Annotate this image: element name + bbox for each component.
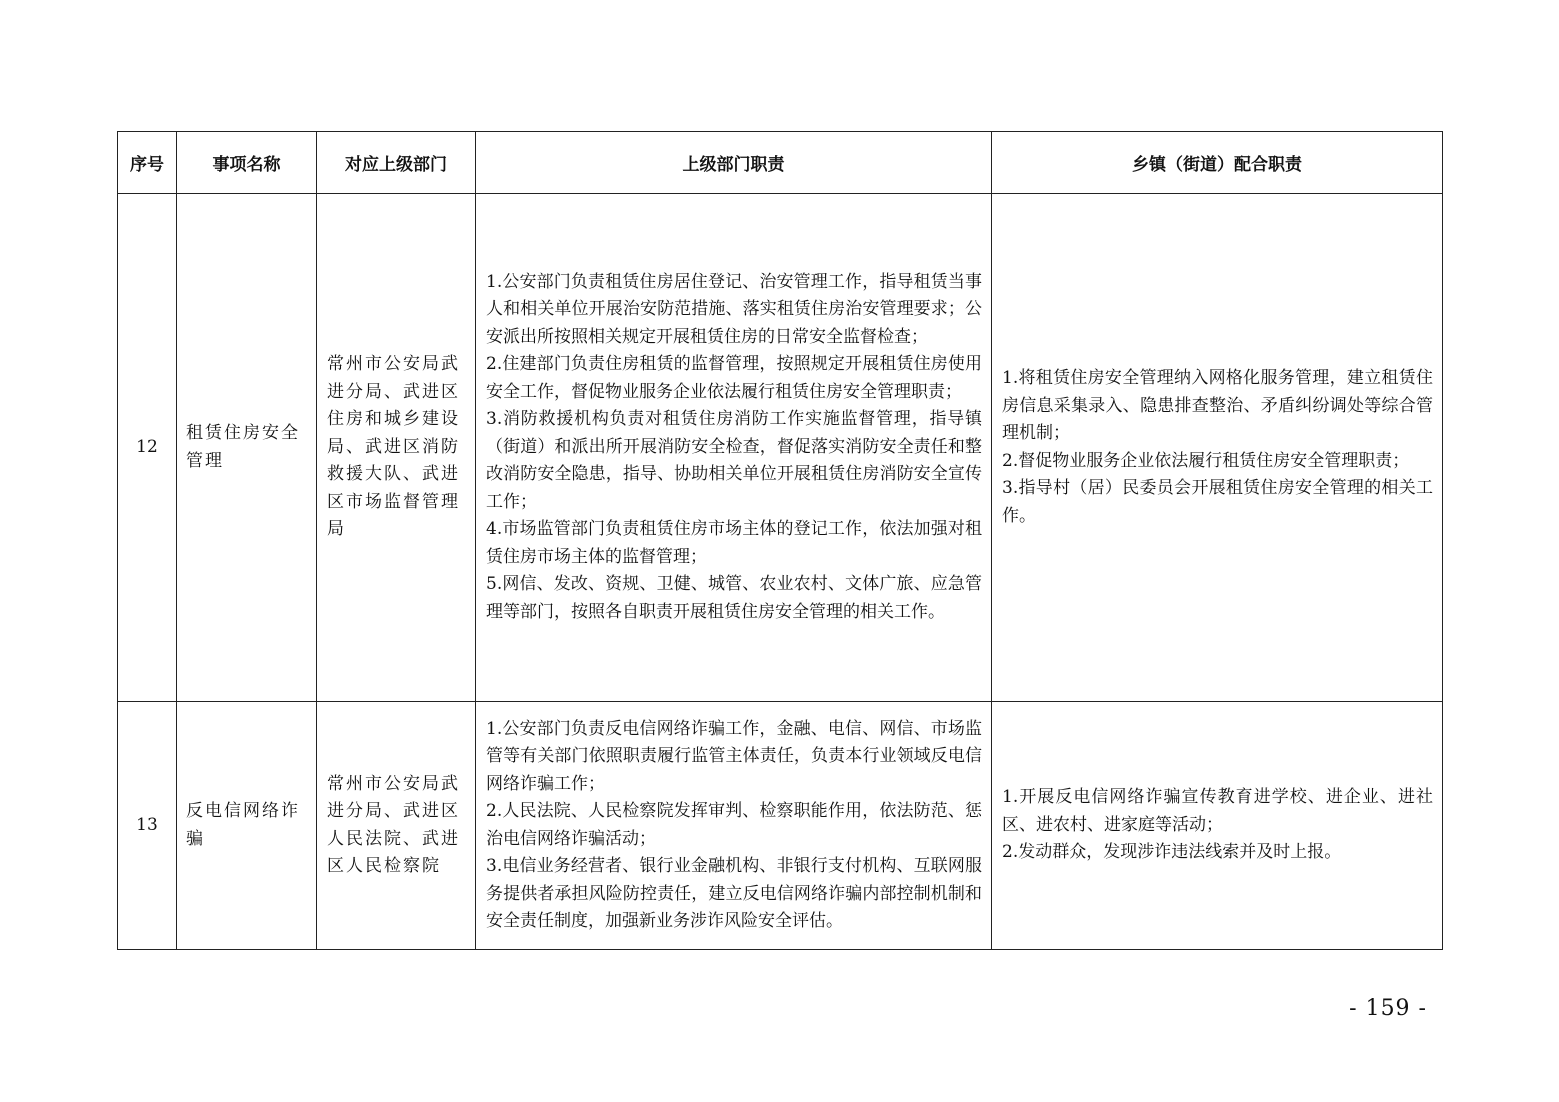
row-seq: 12: [118, 194, 177, 702]
row-department-duty: [476, 702, 992, 950]
town-duty-item: 1.开展反电信网络诈骗宣传教育进学校、进企业、进社区、进农村、进家庭等活动；: [1002, 787, 1433, 835]
duty-table: [117, 131, 1443, 950]
table-header-row: [118, 132, 1443, 194]
duty-item: 2.人民法院、人民检察院发挥审判、检察职能作用，依法防范、惩治电信网络诈骗活动；: [486, 801, 982, 849]
row-item-name: 租赁住房安全管理: [177, 194, 317, 702]
duty-item: 2.住建部门负责住房租赁的监督管理，按照规定开展租赁住房使用安全工作，督促物业服务企业依法履行租赁住房安全管理职责；: [486, 354, 982, 402]
header-town-duty: 乡镇（街道）配合职责: [992, 132, 1443, 194]
duty-item: 1.公安部门负责租赁住房居住登记、治安管理工作，指导租赁当事人和相关单位开展治安防范措施、落实租赁住房治安管理要求；公安派出所按照相关规定开展租赁住房的日常安全监督检查；: [486, 271, 982, 347]
row-town-duty: [992, 702, 1443, 950]
duty-item: 5.网信、发改、资规、卫健、城管、农业农村、文体广旅、应急管理等部门，按照各自职责开展租赁住房安全管理的相关工作。: [486, 574, 982, 622]
table-row: [118, 194, 1443, 702]
header-department-duty: 上级部门职责: [476, 132, 992, 194]
duty-item: 4.市场监管部门负责租赁住房市场主体的登记工作，依法加强对租赁住房市场主体的监督管理；: [486, 519, 982, 567]
duty-item: 1.公安部门负责反电信网络诈骗工作，金融、电信、网信、市场监管等有关部门依照职责履行监管主体责任，负责本行业领域反电信网络诈骗工作；: [486, 718, 982, 794]
header-department: 对应上级部门: [317, 132, 476, 194]
header-seq: 序号: [118, 132, 177, 194]
row-department: 常州市公安局武进分局、武进区人民法院、武进区人民检察院: [317, 702, 476, 950]
table-row: [118, 702, 1443, 950]
town-duty-item: 1.将租赁住房安全管理纳入网格化服务管理，建立租赁住房信息采集录入、隐患排查整治、矛盾纠纷调处等综合管理机制；: [1002, 368, 1433, 443]
town-duty-item: 3.指导村（居）民委员会开展租赁住房安全管理的相关工作。: [1002, 478, 1433, 526]
duty-item: 3.消防救援机构负责对租赁住房消防工作实施监督管理，指导镇（街道）和派出所开展消防安全检查，督促落实消防安全责任和整改消防安全隐患，指导、协助相关单位开展租赁住房消防安全宣传工作；: [486, 409, 982, 512]
duty-item: 3.电信业务经营者、银行业金融机构、非银行支付机构、互联网服务提供者承担风险防控责任，建立反电信网络诈骗内部控制机制和安全责任制度，加强新业务涉诈风险安全评估。: [486, 856, 982, 931]
town-duty-item: 2.督促物业服务企业依法履行租赁住房安全管理职责；: [1002, 450, 1410, 471]
row-town-duty: [992, 194, 1443, 702]
page-number: - 159 -: [1349, 996, 1427, 1021]
header-item-name: 事项名称: [177, 132, 317, 194]
town-duty-item: 2.发动群众，发现涉诈违法线索并及时上报。: [1002, 842, 1342, 863]
row-seq: 13: [118, 702, 177, 950]
row-department: 常州市公安局武进分局、武进区住房和城乡建设局、武进区消防救援大队、武进区市场监督管理局: [317, 194, 476, 702]
row-item-name: 反电信网络诈骗: [177, 702, 317, 950]
row-department-duty: [476, 194, 992, 702]
